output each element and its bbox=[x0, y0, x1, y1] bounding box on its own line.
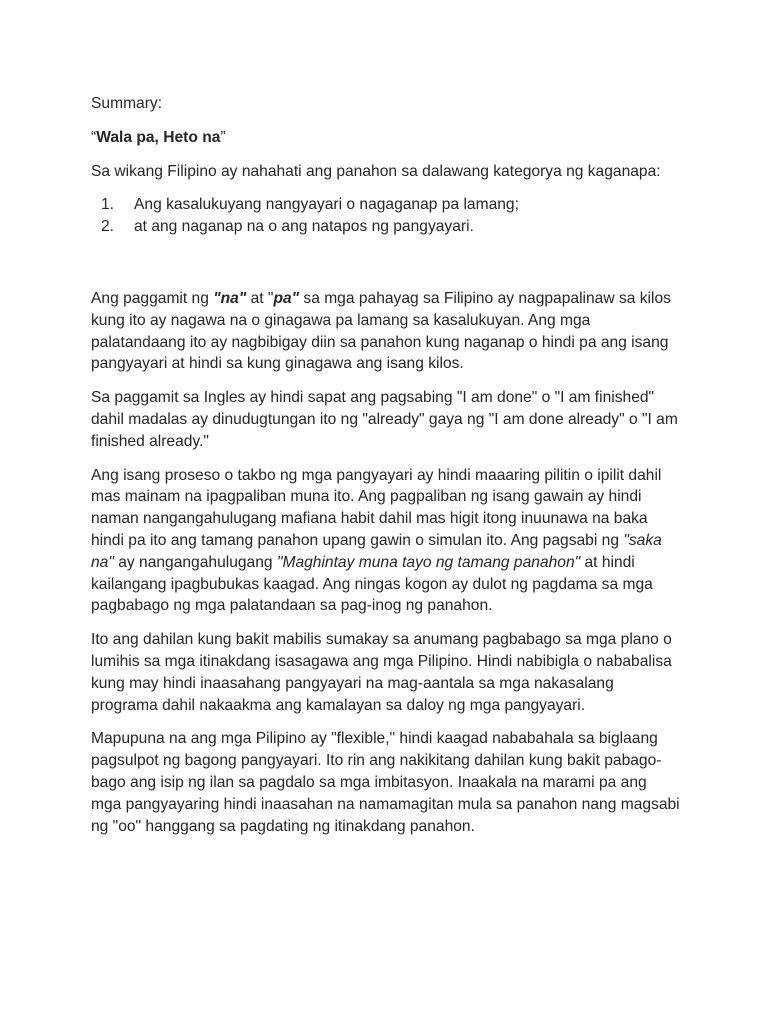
list-number: 1. bbox=[100, 196, 114, 214]
numbered-list bbox=[91, 194, 681, 238]
paragraph-proseso bbox=[91, 465, 681, 618]
paragraph-text: Ang paggamit ng bbox=[91, 289, 214, 307]
emphasis-maghintay: "Maghintay muna tayo ng tamang panahon" bbox=[276, 553, 581, 571]
title-close-quote: ” bbox=[220, 128, 226, 146]
list-number: 2. bbox=[100, 218, 114, 236]
document-body bbox=[91, 93, 681, 837]
intro-paragraph: Sa wikang Filipino ay nahahati ang panahon sa dalawang kategorya ng kaganapa: bbox=[91, 162, 661, 180]
document-title bbox=[91, 127, 681, 149]
summary-label: Summary: bbox=[91, 95, 163, 112]
paragraph-text: at " bbox=[246, 289, 274, 307]
emphasis-pa: pa" bbox=[273, 289, 300, 307]
paragraph-flexible: Mapupuna na ang mga Pilipino ay "flexible," hindi kaagad nababahala sa biglaang pagsulpot ng bagong pangyayari. Ito rin ang nakikitang dahilan kung bakit pabago-bago ang isip ng ilan sa pagdalo sa mga imbitasyon. Inaakala na marami pa ang mga pangyayaring hindi inaasahan na namamagitan mula sa panahon nang magsabi ng "oo" hanggang sa pagdating ng itinakdang panahon. bbox=[91, 730, 680, 835]
paragraph-text: at hindi kailangang ipagbubukas kaagad. Ang ningas kogon ay dulot ng pagdama sa mga pagbabago ng mga palatandaan sa pag-inog ng panahon. bbox=[91, 553, 653, 615]
paragraph-text: ay nangangahulugang bbox=[113, 553, 277, 571]
emphasis-na: "na" bbox=[213, 289, 247, 307]
list-item bbox=[91, 216, 681, 238]
list-item-text: Ang kasalukuyang nangyayari o nagaganap pa lamang; bbox=[134, 196, 519, 214]
paragraph-text: sa mga pahayag sa Filipino ay nagpapalinaw sa kilos kung ito ay nagawa na o ginagawa pa lamang sa kasalukuyan. Ang mga palatandaang ito ay nagbibigay diin sa panahon kung naganap o hindi pa ang isang pangyayari at hindi sa kung ginagawa ang isang kilos. bbox=[91, 289, 671, 373]
list-item-text: at ang naganap na o ang natapos ng pangyayari. bbox=[134, 218, 474, 236]
title-text: Wala pa, Heto na bbox=[96, 128, 221, 146]
emphasis-saka-na: "saka na" bbox=[91, 531, 662, 571]
paragraph-ingles: Sa paggamit sa Ingles ay hindi sapat ang pagsabing "I am done" o "I am finished" dahil madalas ay dinudugtungan ito ng "already" gaya ng "I am done already" o "I am finished already." bbox=[91, 389, 678, 450]
paragraph-na-pa bbox=[91, 288, 681, 375]
title-open-quote: “ bbox=[91, 128, 97, 146]
paragraph-text: Ang isang proseso o takbo ng mga pangyayari ay hindi maaaring pilitin o ipilit dahil mas mainam na ipagpaliban muna ito. Ang pagpaliban ng isang gawain ay hindi naman nangangahulugang mafiana habit dahil mas higit itong inuunawa na baka hindi pa ito ang tamang panahon upang gawin o simulan ito. Ang pagsabi ng bbox=[91, 466, 662, 549]
paragraph-dahilan: Ito ang dahilan kung bakit mabilis sumakay sa anumang pagbabago sa mga plano o lumihis sa mga itinakdang isasagawa ang mga Pilipino. Hindi nabibigla o nababalisa kung may hindi inaasahang pangyayari na mag-aantala sa mga nakasalang programa dahil nakaakma ang kamalayan sa daloy ng mga pangyayari. bbox=[91, 631, 672, 714]
list-item bbox=[91, 194, 681, 216]
